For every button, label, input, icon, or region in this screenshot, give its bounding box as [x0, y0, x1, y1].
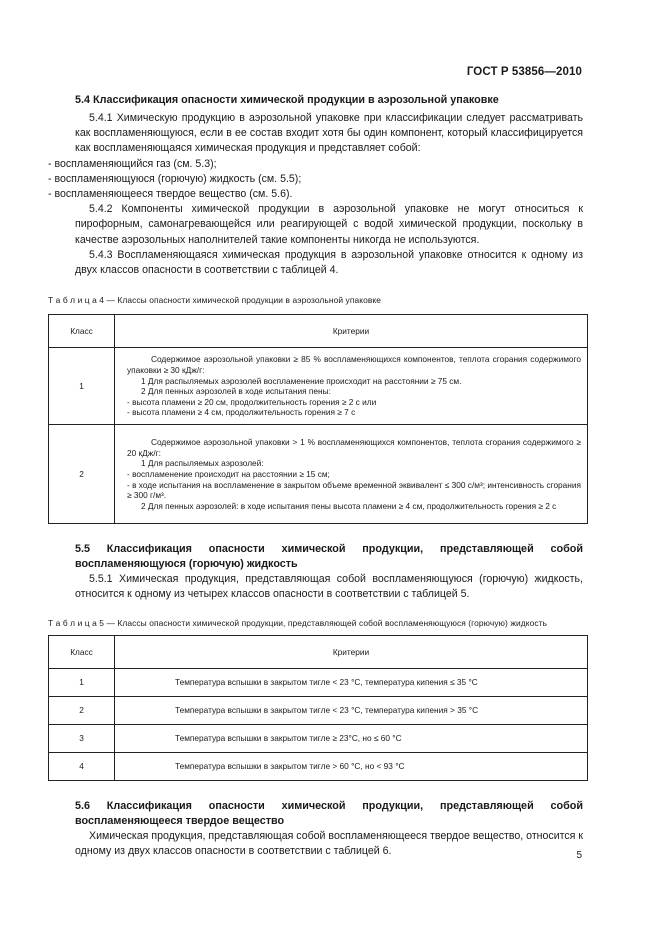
criteria-line: - высота пламени ≥ 20 см, продолжительность горения ≥ 2 с или [127, 396, 377, 407]
list-item-1: - воспламеняющийся газ (см. 5.3); [48, 157, 217, 170]
criteria-cell: Температура вспышки в закрытом тигле ≥ 23°С, но ≤ 60 °С [115, 724, 588, 752]
section-5-5-title: 5.5 Классификация опасности химической продукции, представляющей собой воспламеняющуюся (горючую) жидкость [75, 543, 583, 571]
class-cell: 3 [49, 724, 115, 752]
table-row [49, 668, 588, 696]
para-5-5-1: 5.5.1 Химическая продукция, представляющая собой воспламеняющуюся (горючую) жидкость, относится к одному из четырех классов опасности в соответствии с таблицей 5. [75, 573, 583, 601]
class-cell: 2 [49, 425, 115, 524]
header-class: Класс [49, 315, 115, 348]
list-item-3: - воспламеняющееся твердое вещество (см. 5.6). [48, 188, 293, 201]
section-5-4-title: 5.4 Классификация опасности химической продукции в аэрозольной упаковке [75, 94, 499, 106]
class-cell: 4 [49, 752, 115, 780]
table-row [49, 752, 588, 780]
table-row [49, 696, 588, 724]
table-header-row [49, 315, 588, 348]
para-5-6: Химическая продукция, представляющая собой воспламеняющееся твердое вещество, относится к одному из двух классов опасности в соответствии с таблицей 6. [75, 829, 583, 857]
criteria-line: 1 Для распыляемых аэрозолей: [141, 458, 264, 469]
para-5-4-1: 5.4.1 Химическую продукцию в аэрозольной упаковке при классификации следует рассматривать как воспламеняющуюся, если в ее состав входит хотя бы один компонент, который классифицируется как воспламеняющаяся химическая продукция и представляет собой: [75, 112, 583, 155]
class-cell: 1 [49, 668, 115, 696]
criteria-line: Содержимое аэрозольной упаковки > 1 % воспламеняющихся компонентов, теплота сгорания содержимого ≥ 20 кДж/г: [127, 437, 581, 458]
criteria-cell [115, 425, 588, 524]
criteria-cell [115, 348, 588, 425]
table-header-row [49, 635, 588, 668]
section-5-6-title: 5.6 Классификация опасности химической продукции, представляющей собой воспламеняющееся твердое вещество [75, 799, 583, 827]
page-number: 5 [576, 850, 582, 861]
para-5-4-3: 5.4.3 Воспламеняющаяся химическая продукция в аэрозольной упаковке относится к одному из двух классов опасности в соответствии с таблицей 4. [75, 248, 583, 277]
standard-header: ГОСТ Р 53856—2010 [466, 66, 582, 78]
criteria-line: 2 Для пенных аэрозолей в ходе испытания пены: [141, 386, 331, 397]
table-4 [48, 314, 588, 524]
criteria-cell: Температура вспышки в закрытом тигле < 23 °С, температура кипения > 35 °С [115, 696, 588, 724]
criteria-cell: Температура вспышки в закрытом тигле > 60 °С, но < 93 °С [115, 752, 588, 780]
table-row [49, 724, 588, 752]
content [48, 93, 583, 859]
header-criteria: Критерии [115, 315, 588, 348]
table-5 [48, 635, 588, 781]
table-row [49, 348, 588, 425]
header-criteria: Критерии [115, 635, 588, 668]
criteria-line: 2 Для пенных аэрозолей: в ходе испытания пены высота пламени ≥ 4 см, продолжительность горения ≥ 2 с [141, 500, 557, 511]
table-row [49, 425, 588, 524]
class-cell: 2 [49, 696, 115, 724]
class-cell: 1 [49, 348, 115, 425]
criteria-cell: Температура вспышки в закрытом тигле < 23 °С, температура кипения ≤ 35 °С [115, 668, 588, 696]
criteria-line: - воспламенение происходит на расстоянии ≥ 15 см; [127, 468, 330, 479]
table-5-caption: Т а б л и ц а 5 — Классы опасности химической продукции, представляющей собой воспламеняющуюся (горючую) жидкость [48, 617, 548, 628]
criteria-line: 1 Для распыляемых аэрозолей воспламенение происходит на расстоянии ≥ 75 см. [141, 375, 462, 386]
table-4-caption: Т а б л и ц а 4 — Классы опасности химической продукции в аэрозольной упаковке [48, 295, 382, 306]
list-item-2: - воспламеняющуюся (горючую) жидкость (см. 5.5); [48, 172, 302, 185]
criteria-line: Содержимое аэрозольной упаковки ≥ 85 % воспламеняющихся компонентов, теплота сгорания содержимого упаковки ≥ 30 кДж/г: [127, 354, 581, 376]
criteria-line: - высота пламени ≥ 4 см, продолжительность горения ≥ 7 с [127, 407, 356, 418]
para-5-4-2: 5.4.2 Компоненты химической продукции в аэрозольной упаковке не могут относиться к пирофорным, самонагревающейся или реагирующей с водой химической продукции, поскольку в качестве аэрозольных наполнителей такие компоненты никогда не используются. [75, 203, 583, 246]
header-class: Класс [49, 635, 115, 668]
criteria-line: - в ходе испытания на воспламенение в закрытом объеме временной эквивалент ≤ 300 с/м³; интенсивность сгорания ≥ 300 г/м³. [127, 479, 581, 501]
